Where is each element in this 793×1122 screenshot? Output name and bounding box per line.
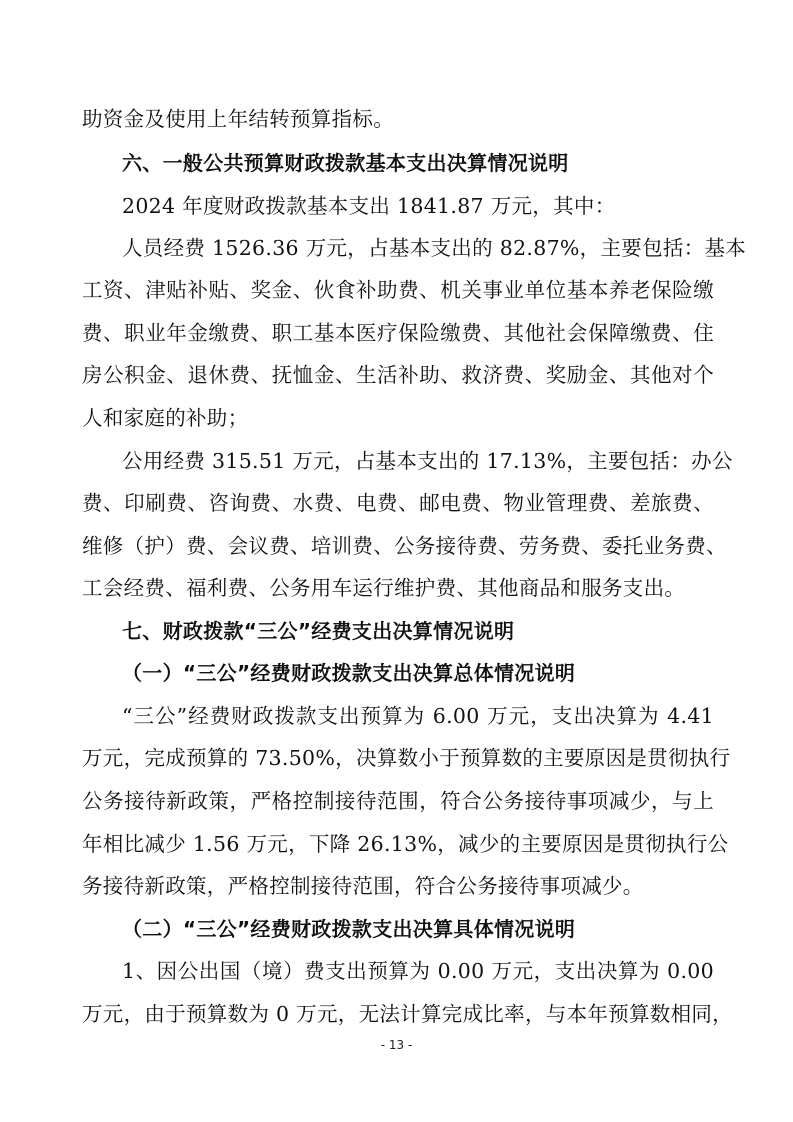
body-text-line: 公用经费 315.51 万元，占基本支出的 17.13%，主要包括：办公 <box>122 449 733 473</box>
body-text-line: 费、职业年金缴费、职工基本医疗保险缴费、其他社会保障缴费、住 <box>82 321 714 345</box>
body-text-line: 维修（护）费、会议费、培训费、公务接待费、劳务费、委托业务费、 <box>82 534 727 558</box>
body-text-line: 万元，由于预算数为 0 万元，无法计算完成比率，与本年预算数相同， <box>82 1002 733 1026</box>
body-text-line: 2024 年度财政拨款基本支出 1841.87 万元，其中： <box>122 194 616 218</box>
body-text-line: 人和家庭的补助； <box>82 406 249 430</box>
body-text-line: 工会经费、福利费、公务用车运行维护费、其他商品和服务支出。 <box>82 576 686 600</box>
body-text-line: 务接待新政策，严格控制接待范围，符合公务接待事项减少。 <box>82 874 644 898</box>
body-text-line: 年相比减少 1.56 万元，下降 26.13%，减少的主要原因是贯彻执行公 <box>82 832 729 856</box>
body-text-line: 工资、津贴补贴、奖金、伙食补助费、机关事业单位基本养老保险缴 <box>82 278 714 302</box>
body-text-line: 公务接待新政策，严格控制接待范围，符合公务接待事项减少，与上 <box>82 789 714 813</box>
body-text-line: “三公”经费财政拨款支出预算为 6.00 万元，支出决算为 4.41 <box>122 704 714 728</box>
subsection-heading-2: （二）“三公”经费财政拨款支出决算具体情况说明 <box>122 917 576 941</box>
subsection-heading-1: （一）“三公”经费财政拨款支出决算总体情况说明 <box>122 661 576 685</box>
body-text-line: 1、因公出国（境）费支出预算为 0.00 万元，支出决算为 0.00 <box>122 959 714 983</box>
page-number: - 13 - <box>380 1038 413 1052</box>
section-heading-6: 六、一般公共预算财政拨款基本支出决算情况说明 <box>122 151 569 175</box>
body-text-line: 房公积金、退休费、抚恤金、生活补助、救济费、奖励金、其他对个 <box>82 363 714 387</box>
section-heading-7: 七、财政拨款“三公”经费支出决算情况说明 <box>122 619 515 643</box>
body-text-line: 人员经费 1526.36 万元，占基本支出的 82.87%，主要包括：基本 <box>122 236 747 260</box>
body-text-line: 助资金及使用上年结转预算指标。 <box>82 107 394 131</box>
body-text-line: 万元，完成预算的 73.50%，决算数小于预算数的主要原因是贯彻执行 <box>82 746 731 770</box>
body-text-line: 费、印刷费、咨询费、水费、电费、邮电费、物业管理费、差旅费、 <box>82 491 714 515</box>
